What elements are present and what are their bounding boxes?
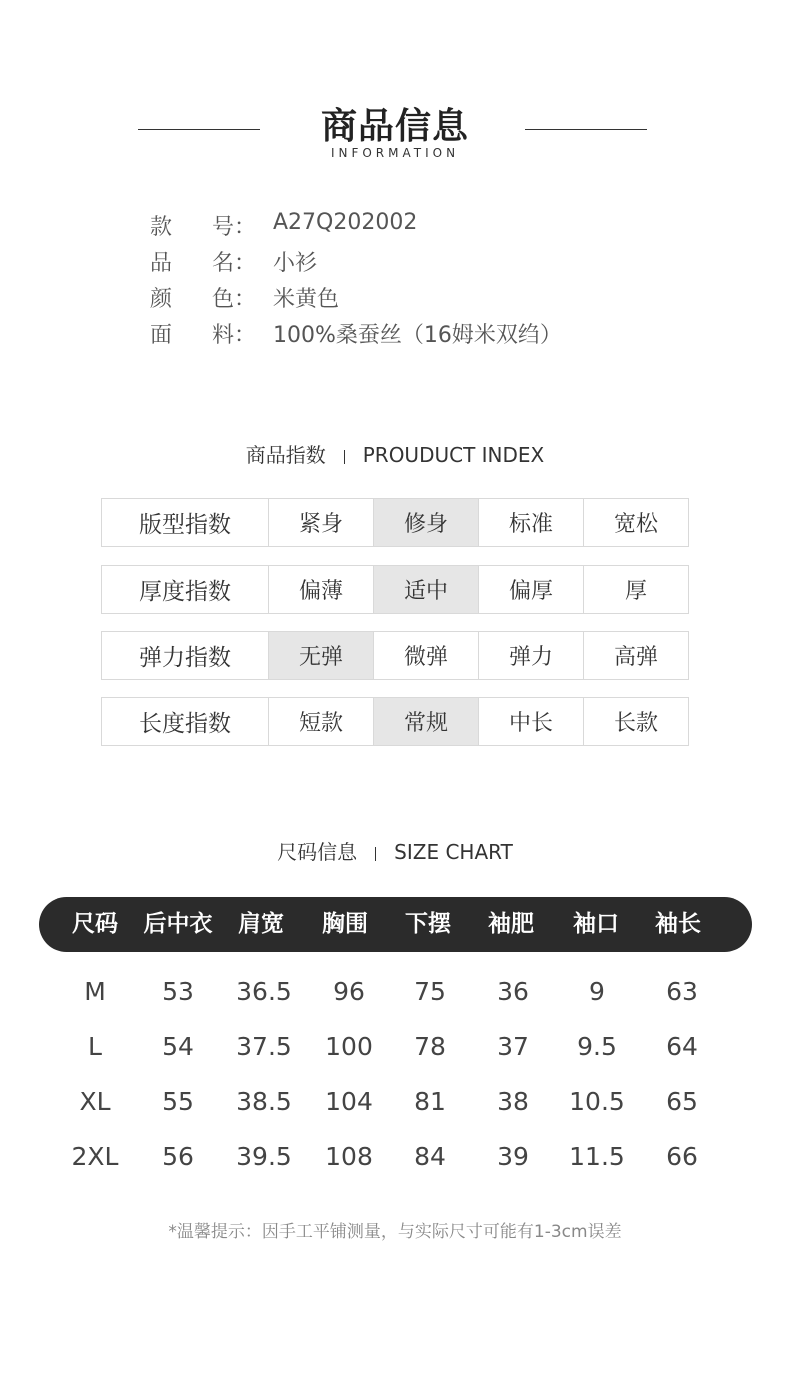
heading-separator: [375, 847, 376, 861]
table-row: [0, 1137, 790, 1177]
size-cell: 36: [497, 977, 529, 1006]
info-value: 100%桑蚕丝（16姆米双绉）: [273, 323, 562, 348]
size-cell: 64: [666, 1032, 698, 1061]
size-col-header: 后中衣: [143, 911, 213, 937]
size-cell: 104: [325, 1087, 373, 1116]
size-col-header: 下摆: [405, 911, 451, 937]
size-col-header: 袖长: [655, 911, 701, 937]
size-heading-cn: 尺码信息: [277, 840, 358, 864]
index-option: 偏厚: [478, 565, 584, 614]
info-key-char2: 色：: [212, 287, 257, 312]
index-option-selected: 常规: [373, 697, 479, 746]
size-cell: 84: [414, 1142, 446, 1171]
index-label: 版型指数: [101, 498, 269, 547]
size-col-header: 袖肥: [488, 911, 534, 937]
info-key-char1: 款: [150, 215, 173, 240]
table-row: [0, 972, 790, 1012]
size-cell: XL: [79, 1087, 111, 1116]
index-option: 微弹: [373, 631, 479, 680]
index-option: 标准: [478, 498, 584, 547]
index-option: 中长: [478, 697, 584, 746]
size-cell: L: [88, 1032, 102, 1061]
info-key-char2: 料：: [212, 323, 257, 348]
size-cell: 37.5: [236, 1032, 292, 1061]
heading-separator: [344, 450, 345, 464]
size-section-heading: [0, 836, 790, 865]
page-subtitle: INFORMATION: [330, 146, 460, 160]
info-key-char1: 颜: [150, 287, 173, 312]
index-row-length: [101, 697, 689, 746]
index-option: 宽松: [583, 498, 689, 547]
size-cell: 2XL: [71, 1142, 119, 1171]
index-row-fit: [101, 498, 689, 547]
index-option: 紧身: [268, 498, 374, 547]
size-cell: 56: [162, 1142, 194, 1171]
index-heading-en: PROUDUCT INDEX: [362, 443, 545, 467]
index-label: 弹力指数: [101, 631, 269, 680]
size-cell: 10.5: [569, 1087, 625, 1116]
size-col-header: 袖口: [573, 911, 619, 937]
index-label: 厚度指数: [101, 565, 269, 614]
page-title: 商品信息: [320, 106, 469, 147]
info-value: 米黄色: [273, 287, 340, 312]
size-col-header: 肩宽: [238, 911, 284, 937]
index-row-thickness: [101, 565, 689, 614]
size-col-header: 尺码: [72, 911, 118, 937]
index-option-selected: 无弹: [268, 631, 374, 680]
size-cell: M: [84, 977, 106, 1006]
size-cell: 53: [162, 977, 194, 1006]
size-cell: 39: [497, 1142, 529, 1171]
size-cell: 108: [325, 1142, 373, 1171]
size-cell: 36.5: [236, 977, 292, 1006]
table-row: [0, 1082, 790, 1122]
size-table-header: [39, 897, 752, 952]
size-cell: 81: [414, 1087, 446, 1116]
info-value: A27Q202002: [273, 210, 418, 235]
table-row: [0, 1027, 790, 1067]
size-cell: 65: [666, 1087, 698, 1116]
index-heading-cn: 商品指数: [245, 443, 326, 467]
info-key-char2: 号：: [212, 215, 257, 240]
size-cell: 96: [333, 977, 365, 1006]
size-cell: 9.5: [577, 1032, 617, 1061]
measurement-note: *温馨提示：因手工平铺测量，与实际尺寸可能有1-3cm误差: [168, 1222, 622, 1242]
size-col-header: 胸围: [322, 911, 368, 937]
size-cell: 38: [497, 1087, 529, 1116]
index-option: 弹力: [478, 631, 584, 680]
info-key-char1: 面: [150, 323, 173, 348]
size-cell: 66: [666, 1142, 698, 1171]
size-cell: 11.5: [569, 1142, 625, 1171]
index-label: 长度指数: [101, 697, 269, 746]
index-row-elasticity: [101, 631, 689, 680]
size-cell: 63: [666, 977, 698, 1006]
index-option: 短款: [268, 697, 374, 746]
index-option: 长款: [583, 697, 689, 746]
info-key-char1: 品: [150, 251, 173, 276]
size-cell: 78: [414, 1032, 446, 1061]
size-cell: 37: [497, 1032, 529, 1061]
size-heading-en: SIZE CHART: [394, 840, 513, 864]
index-option-selected: 修身: [373, 498, 479, 547]
info-key-char2: 名：: [212, 251, 257, 276]
index-section-heading: [0, 439, 790, 468]
index-option: 厚: [583, 565, 689, 614]
index-option-selected: 适中: [373, 565, 479, 614]
index-option: 偏薄: [268, 565, 374, 614]
size-cell: 39.5: [236, 1142, 292, 1171]
size-cell: 38.5: [236, 1087, 292, 1116]
size-cell: 54: [162, 1032, 194, 1061]
info-value: 小衫: [273, 251, 318, 276]
size-cell: 100: [325, 1032, 373, 1061]
size-cell: 75: [414, 977, 446, 1006]
size-cell: 55: [162, 1087, 194, 1116]
index-option: 高弹: [583, 631, 689, 680]
size-cell: 9: [589, 977, 605, 1006]
